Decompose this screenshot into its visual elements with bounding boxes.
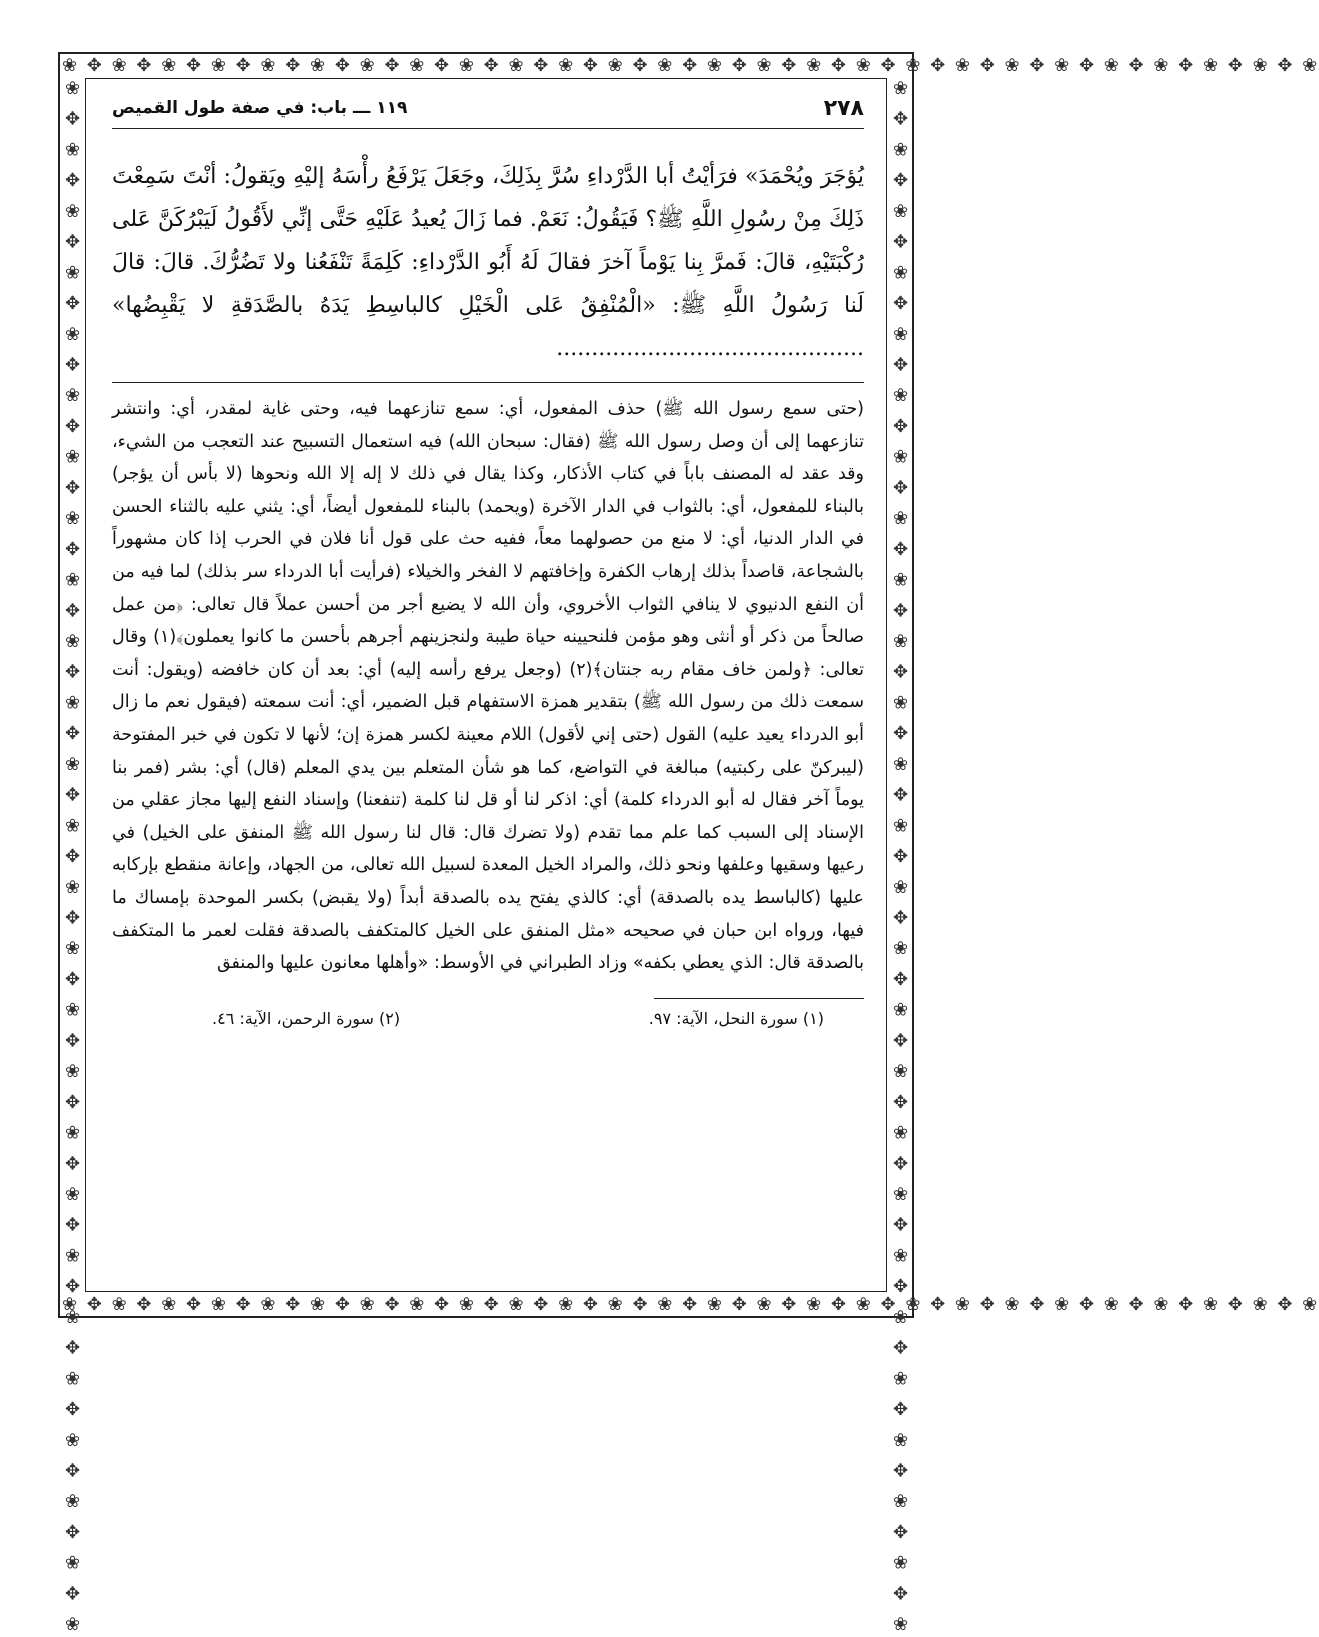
ornament-border-left: ❀ ✥ ❀ ✥ ❀ ✥ ❀ ✥ ❀ ✥ ❀ ✥ ❀ ✥ ❀ ✥ ❀ ✥ ❀ ✥ ❀ ✥ ❀ ✥ ❀ ✥ ❀ ✥ ❀ ✥ ❀ ✥ ❀ ✥ ❀ ✥ ❀ ✥ ❀ ✥ ❀ ✥ ❀ ✥ ❀ ✥ ❀ ✥ ❀ ✥ ❀	[62, 78, 83, 1637]
footnote-2: (٢) سورة الرحمن، الآية: ٤٦.	[212, 1008, 401, 1028]
text-separator	[112, 382, 864, 383]
hadith-ellipsis: ............................................	[556, 336, 864, 361]
commentary-body: (حتى سمع رسول الله ﷺ) حذف المفعول، أي: سمع تنازعهما فيه، وحتى غاية لمقدر، أي: وانتشر تنازعهما إلى أن وصل رسول الله ﷺ (فقال: سبحان الله) فيه استعمال التسبيح عند التعجب من الشيء، وقد عقد له المصنف باباً في كتاب الأذكار، وكذا يقال في ذلك لا إله إلا الله ونحوها (لا بأس أن يؤجر) بالبناء للمفعول، أي: بالثواب في الدار الآخرة (ويحمد) بالبناء للمفعول أيضاً، أي: يثني عليه بالثناء الحسن في الدار الدنيا، أي: لا منع من حصولهما معاً، ففيه حث على قول أنا فلان في الحرب إذا كان مشهوراً بالشجاعة، قاصداً بذلك إرهاب الكفرة وإخافتهم لا الفخر والخيلاء (فرأيت أبا الدرداء سر بذلك) لما فيه من أن النفع الدنيوي لا ينافي الثواب الأخروي، وأن الله لا يضيع أجر من أحسن عملاً قال تعالى: ﴿من عمل صالحاً من ذكر أو أنثى وهو مؤمن فلنحيينه حياة طيبة ولنجزينهم أجرهم بأحسن ما كانوا يعملون﴾(١) وقال تعالى: ﴿ولمن خاف مقام ربه جنتان﴾(٢) (وجعل يرفع رأسه إليه) أي: بعد أن كان خافضه (ويقول: أنت سمعت ذلك من رسول الله ﷺ) بتقدير همزة الاستفهام قبل الضمير، أي: أنت سمعته (فيقول نعم ما زال أبو الدرداء يعيد عليه) القول (حتى إني لأقول) اللام معينة لكسر همزة إن؛ لأنها لا تكون في خبر المفتوحة (ليبركنّ على ركبتيه) مبالغة في التواضع، كما هو شأن المتعلم بين يدي المعلم (قال) أي: بشر (فمر بنا يوماً آخر فقال له أبو الدرداء كلمة) أي: اذكر لنا أو قل لنا كلمة (تنفعنا) وإسناد النفع إليها مجاز عقلي من الإسناد إلى السبب كما علم مما تقدم (ولا تضرك قال: قال لنا رسول الله ﷺ المنفق على الخيل) في رعيها وسقيها وعلفها ونحو ذلك، والمراد الخيل المعدة لسبيل الله تعالى، من الجهاد، وإعانة منقطع بإركابه عليها (كالباسط يده بالصدقة) أي: كالذي يفتح يده بالصدقة أبداً (ولا يقبض) بكسر الموحدة بإمساك ما فيها، ورواه ابن حبان في صحيحه «مثل المنفق على الخيل كالمتكفف بالصدقة فقلت لعمر ما المتكفف بالصدقة قال: الذي يعطي بكفه» وزاد الطبراني في الأوسط: «وأهلها معانون عليها والمنفق	[112, 399, 865, 974]
hadith-text	[112, 155, 864, 370]
page-number: ٢٧٨	[823, 95, 864, 121]
ornament-border-right: ❀ ✥ ❀ ✥ ❀ ✥ ❀ ✥ ❀ ✥ ❀ ✥ ❀ ✥ ❀ ✥ ❀ ✥ ❀ ✥ ❀ ✥ ❀ ✥ ❀ ✥ ❀ ✥ ❀ ✥ ❀ ✥ ❀ ✥ ❀ ✥ ❀ ✥ ❀ ✥ ❀ ✥ ❀ ✥ ❀ ✥ ❀ ✥ ❀ ✥ ❀	[890, 78, 911, 1637]
footnote-divider	[654, 998, 864, 999]
commentary-text	[112, 393, 864, 980]
book-page	[112, 88, 864, 1028]
ornament-border-top: ❀ ✥ ❀ ✥ ❀ ✥ ❀ ✥ ❀ ✥ ❀ ✥ ❀ ✥ ❀ ✥ ❀ ✥ ❀ ✥ ❀ ✥ ❀ ✥ ❀ ✥ ❀ ✥ ❀ ✥ ❀ ✥ ❀ ✥ ❀ ✥ ❀ ✥ ❀ ✥ ❀ ✥ ❀ ✥ ❀ ✥ ❀ ✥ ❀ ✥ ❀	[62, 55, 1319, 76]
running-title: ١١٩ ـــ باب: في صفة طول القميص	[112, 98, 408, 118]
footnote-1: (١) سورة النحل، الآية: ٩٧.	[648, 1008, 824, 1028]
hadith-body: يُؤجَرَ ويُحْمَدَ» فرَأيْتُ أبا الدَّرْداءِ سُرَّ بِذَلِكَ، وجَعَلَ يَرْفَعُ رأْسَهُ إليْهِ ويَقولُ: أنْتَ سَمِعْتَ ذَلِكَ مِنْ رسُولِ اللَّهِ ﷺ؟ فَيَقُولُ: نَعَمْ. فما زَالَ يُعيدُ عَلَيْهِ حَتَّى إنِّي لأَقُولُ لَيَبْرُكَنَّ عَلى رُكْبَتَيْهِ، قالَ: فَمرَّ بِنا يَوْماً آخرَ فقالَ لَهُ أَبُو الدَّرْداءِ: كَلِمَةً تَنْفَعُنا ولا تَضُرُّكَ. قالَ: قالَ لَنا رَسُولُ اللَّهِ ﷺ: «الْمُنْفِقُ عَلى الْخَيْلِ كالباسِطِ يَدَهُ بالصَّدَقةِ لا يَقْبِضُها»	[112, 164, 865, 318]
ornament-border-bottom: ❀ ✥ ❀ ✥ ❀ ✥ ❀ ✥ ❀ ✥ ❀ ✥ ❀ ✥ ❀ ✥ ❀ ✥ ❀ ✥ ❀ ✥ ❀ ✥ ❀ ✥ ❀ ✥ ❀ ✥ ❀ ✥ ❀ ✥ ❀ ✥ ❀ ✥ ❀ ✥ ❀ ✥ ❀ ✥ ❀ ✥ ❀ ✥ ❀ ✥ ❀	[62, 1294, 1319, 1315]
footnotes	[112, 1009, 864, 1028]
page-header	[112, 88, 864, 129]
